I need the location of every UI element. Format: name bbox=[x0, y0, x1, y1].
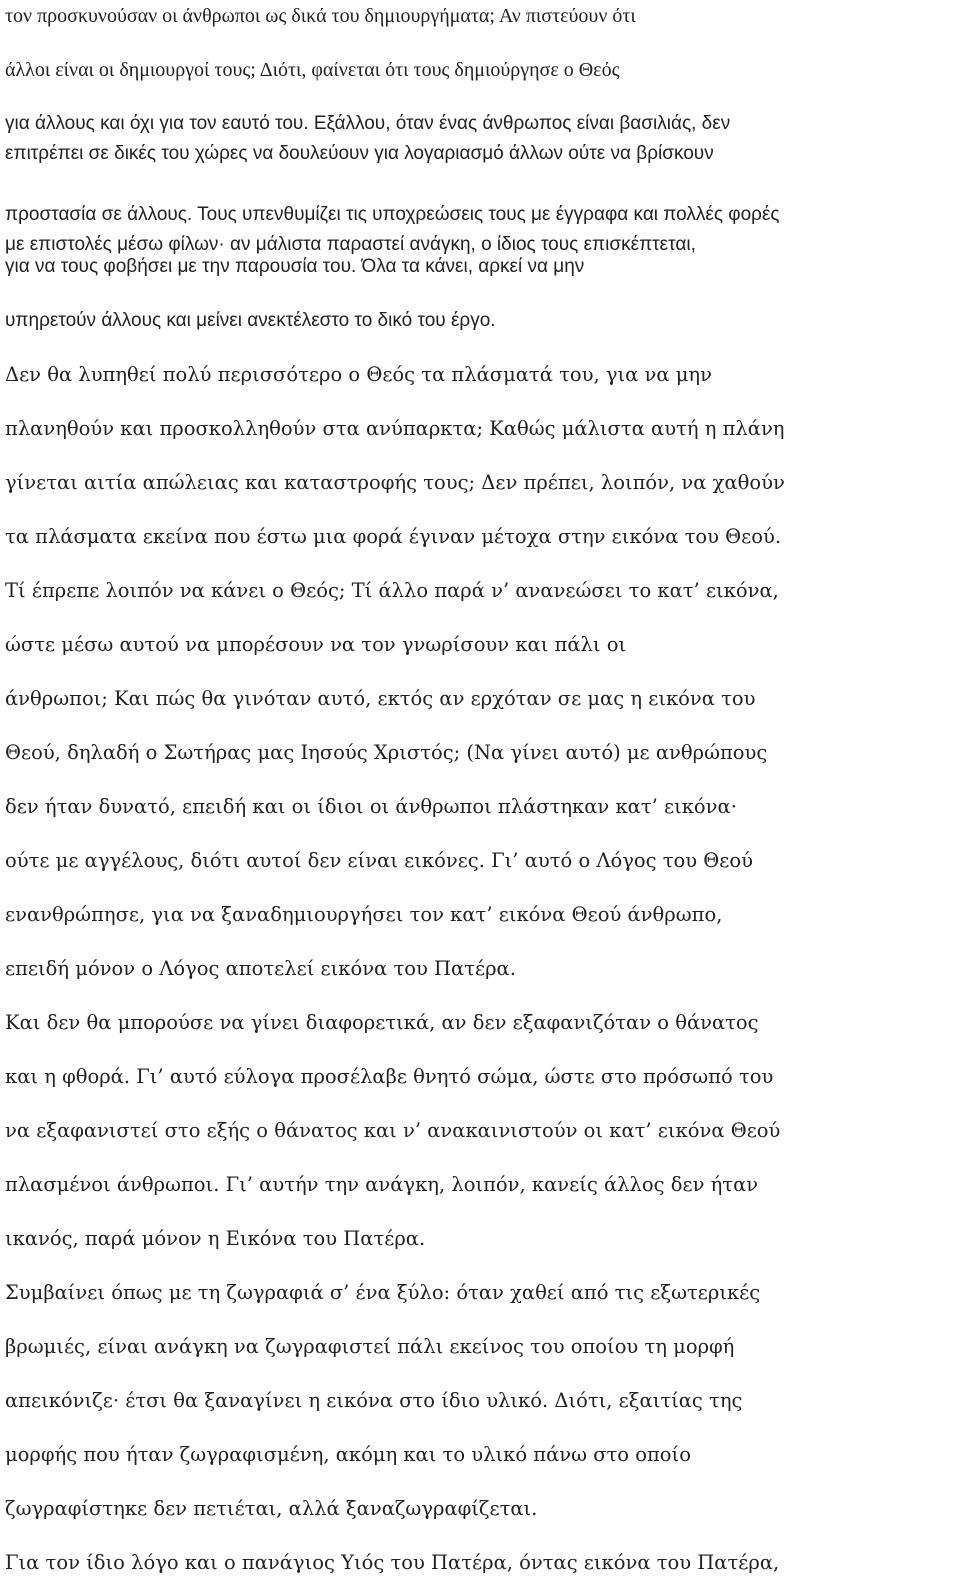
text-line: τα πλάσματα εκείνα που έστω μια φορά έγιναν μέτοχα στην εικόνα του Θεού. bbox=[5, 525, 782, 548]
text-line: ενανθρώπησε, για να ξαναδημιουργήσει τον κατ’ εικόνα Θεού άνθρωπο, bbox=[5, 903, 723, 926]
text-line: απεικόνιζε· έτσι θα ξαναγίνει η εικόνα στο ίδιο υλικό. Διότι, εξαιτίας της bbox=[5, 1389, 743, 1412]
text-line: για άλλους και όχι για τον εαυτό του. Εξάλλου, όταν ένας άνθρωπος είναι βασιλιάς, δεν bbox=[5, 113, 731, 134]
text-line: επιτρέπει σε δικές του χώρες να δουλεύουν για λογαριασμό άλλων ούτε να βρίσκουν bbox=[5, 143, 714, 164]
text-line: Δεν θα λυπηθεί πολύ περισσότερο ο Θεός τα πλάσματά του, για να μην bbox=[5, 363, 712, 386]
text-line: δεν ήταν δυνατό, επειδή και οι ίδιοι οι άνθρωποι πλάστηκαν κατ’ εικόνα· bbox=[5, 795, 737, 818]
text-line: τον προσκυνούσαν οι άνθρωποι ως δικά του δημιουργήματα; Αν πιστεύουν ότι bbox=[5, 5, 636, 27]
text-line: ικανός, παρά μόνον η Εικόνα του Πατέρα. bbox=[5, 1227, 426, 1250]
text-line: με επιστολές μέσω φίλων· αν μάλιστα παραστεί ανάγκη, ο ίδιος τους επισκέπτεται, bbox=[5, 234, 696, 255]
text-line: Θεού, δηλαδή ο Σωτήρας μας Ιησούς Χριστός; (Να γίνει αυτό) με ανθρώπους bbox=[5, 741, 768, 764]
text-line: άνθρωποι; Και πώς θα γινόταν αυτό, εκτός αν ερχόταν σε μας η εικόνα του bbox=[5, 687, 756, 710]
text-line: πλανηθούν και προσκολληθούν στα ανύπαρκτα; Καθώς μάλιστα αυτή η πλάνη bbox=[5, 417, 785, 440]
text-line: προστασία σε άλλους. Τους υπενθυμίζει τις υποχρεώσεις τους με έγγραφα και πολλές φορές bbox=[5, 204, 780, 225]
text-line: ώστε μέσω αυτού να μπορέσουν να τον γνωρίσουν και πάλι οι bbox=[5, 633, 627, 656]
text-line: Για τον ίδιο λόγο και ο πανάγιος Υιός του Πατέρα, όντας εικόνα του Πατέρα, bbox=[5, 1551, 780, 1574]
text-line: ούτε με αγγέλους, διότι αυτοί δεν είναι εικόνες. Γι’ αυτό ο Λόγος του Θεού bbox=[5, 849, 753, 872]
text-line: να εξαφανιστεί στο εξής ο θάνατος και ν’ ανακαινιστούν οι κατ’ εικόνα Θεού bbox=[5, 1119, 781, 1142]
text-line: γίνεται αιτία απώλειας και καταστροφής τους; Δεν πρέπει, λοιπόν, να χαθούν bbox=[5, 471, 785, 494]
text-line: Και δεν θα μπορούσε να γίνει διαφορετικά, αν δεν εξαφανιζόταν ο θάνατος bbox=[5, 1011, 759, 1034]
text-line: πλασμένοι άνθρωποι. Γι’ αυτήν την ανάγκη, λοιπόν, κανείς άλλος δεν ήταν bbox=[5, 1173, 759, 1196]
text-line: Συμβαίνει όπως με τη ζωγραφιά σ’ ένα ξύλο: όταν χαθεί από τις εξωτερικές bbox=[5, 1281, 761, 1304]
text-line: υπηρετούν άλλους και μείνει ανεκτέλεστο το δικό του έργο. bbox=[5, 310, 496, 331]
text-line: Τί έπρεπε λοιπόν να κάνει ο Θεός; Τί άλλο παρά ν’ ανανεώσει το κατ’ εικόνα, bbox=[5, 579, 779, 602]
text-line: και η φθορά. Γι’ αυτό εύλογα προσέλαβε θνητό σώμα, ώστε στο πρόσωπό του bbox=[5, 1065, 774, 1088]
text-line: για να τους φοβήσει με την παρουσία του. Όλα τα κάνει, αρκεί να μην bbox=[5, 256, 585, 277]
text-line: άλλοι είναι οι δημιουργοί τους; Διότι, φαίνεται ότι τους δημιούργησε ο Θεός bbox=[5, 59, 620, 81]
text-line: ζωγραφίστηκε δεν πετιέται, αλλά ξαναζωγραφίζεται. bbox=[5, 1497, 538, 1520]
text-line: επειδή μόνον ο Λόγος αποτελεί εικόνα του Πατέρα. bbox=[5, 957, 516, 980]
text-line: μορφής που ήταν ζωγραφισμένη, ακόμη και το υλικό πάνω στο οποίο bbox=[5, 1443, 691, 1466]
text-line: βρωμιές, είναι ανάγκη να ζωγραφιστεί πάλι εκείνος του οποίου τη μορφή bbox=[5, 1335, 735, 1358]
